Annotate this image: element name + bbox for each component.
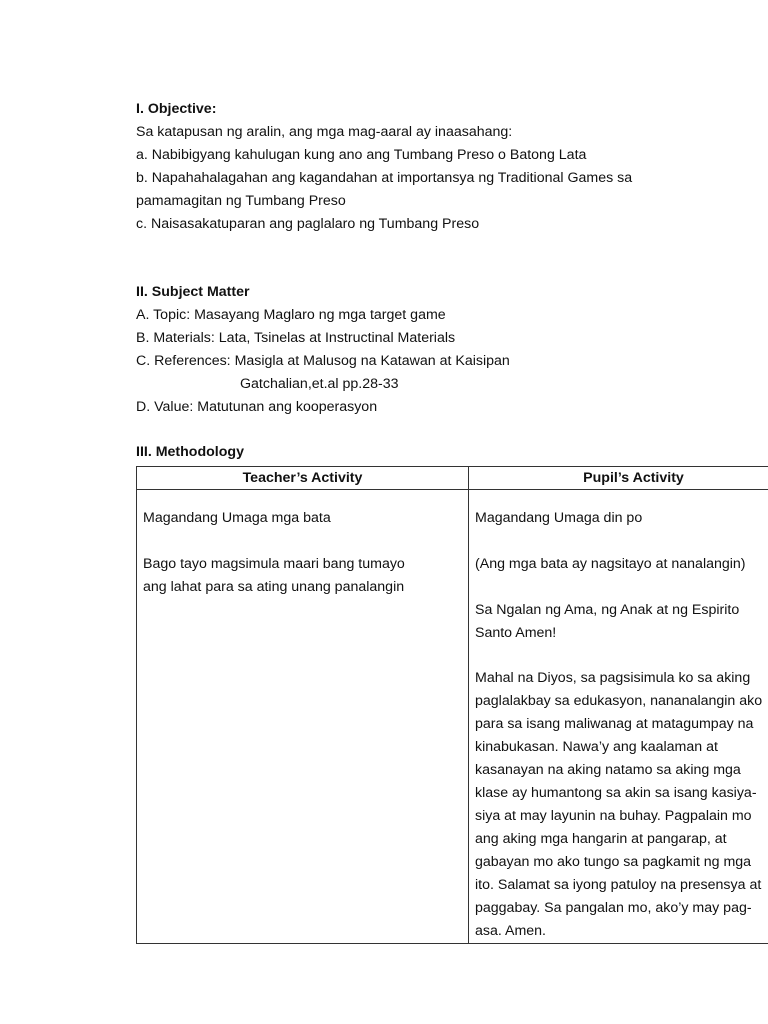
pupil-prayer-line: klase ay humantong sa akin sa isang kasiya-	[475, 785, 757, 802]
pupil-greeting: Magandang Umaga din po	[475, 510, 643, 526]
subject-matter-heading: II. Subject Matter	[136, 284, 250, 300]
lesson-plan-page	[136, 98, 768, 944]
objective-heading: I. Objective:	[136, 101, 217, 117]
pupil-prayer-line: kinabukasan. Nawa’y ang kaalaman at	[475, 739, 718, 756]
objective-intro: Sa katapusan ng aralin, ang mga mag-aaral ay inaasahang:	[136, 124, 513, 140]
pupil-prayer-line: paglalakbay sa edukasyon, nananalangin ako	[475, 693, 763, 710]
pupil-activity-header: Pupil’s Activity	[469, 467, 768, 490]
section-spacer	[136, 419, 768, 441]
teacher-activity-cell	[137, 490, 469, 944]
objective-item-b-cont: pamamagitan ng Tumbang Preso	[136, 193, 346, 209]
subject-value: D. Value: Matutunan ang kooperasyon	[136, 399, 378, 415]
methodology-table	[136, 466, 768, 944]
pupil-sign-of-cross: Sa Ngalan ng Ama, ng Anak at ng Espirito	[475, 601, 740, 618]
methodology-heading: III. Methodology	[136, 444, 244, 460]
pupil-prayer-line: paggabay. Sa pangalan mo, ako’y may pag-	[475, 900, 752, 917]
pupil-action: (Ang mga bata ay nagsitayo at nanalangin)	[475, 555, 746, 572]
subject-materials: B. Materials: Lata, Tsinelas at Instructinal Materials	[136, 330, 456, 346]
objective-item-c: c. Naisasakatuparan ang paglalaro ng Tumbang Preso	[136, 216, 480, 232]
teacher-greeting: Magandang Umaga mga bata	[143, 510, 331, 526]
subject-references-cont: Gatchalian,et.al pp.28-33	[240, 376, 399, 392]
subject-topic: A. Topic: Masayang Maglaro ng mga target game	[136, 307, 446, 323]
pupil-prayer-line: siya at may layunin na buhay. Pagpalain mo	[475, 808, 752, 825]
pupil-prayer-line: ang aking mga hangarin at pangarap, at	[475, 831, 727, 848]
pupil-sign-of-cross-cont: Santo Amen!	[475, 624, 557, 641]
pupil-activity-cell	[469, 490, 768, 944]
teacher-prayer-request: Bago tayo magsimula maari bang tumayo	[143, 555, 405, 572]
teacher-prayer-request-cont: ang lahat para sa ating unang panalangin	[143, 578, 405, 595]
table-row	[137, 490, 768, 944]
pupil-prayer-line: kasanayan na aking natamo sa aking mga	[475, 762, 741, 779]
teacher-activity-header: Teacher’s Activity	[137, 467, 469, 490]
pupil-prayer-line: asa. Amen.	[475, 923, 546, 940]
pupil-prayer-line: gabayan mo ako tungo sa pagkamit ng mga	[475, 854, 752, 871]
section-spacer	[136, 236, 768, 281]
objective-item-b: b. Napahahalagahan ang kagandahan at importansya ng Traditional Games sa	[136, 170, 633, 186]
pupil-prayer-line: Mahal na Diyos, sa pagsisimula ko sa aking	[475, 670, 751, 687]
pupil-prayer-line: ito. Salamat sa iyong patuloy na presensya at	[475, 877, 762, 894]
table-header-row	[137, 467, 768, 490]
objective-item-a: a. Nabibigyang kahulugan kung ano ang Tumbang Preso o Batong Lata	[136, 147, 587, 163]
pupil-prayer-line: para sa isang maliwanag at matagumpay na	[475, 716, 754, 733]
subject-references: C. References: Masigla at Malusog na Katawan at Kaisipan	[136, 353, 510, 369]
